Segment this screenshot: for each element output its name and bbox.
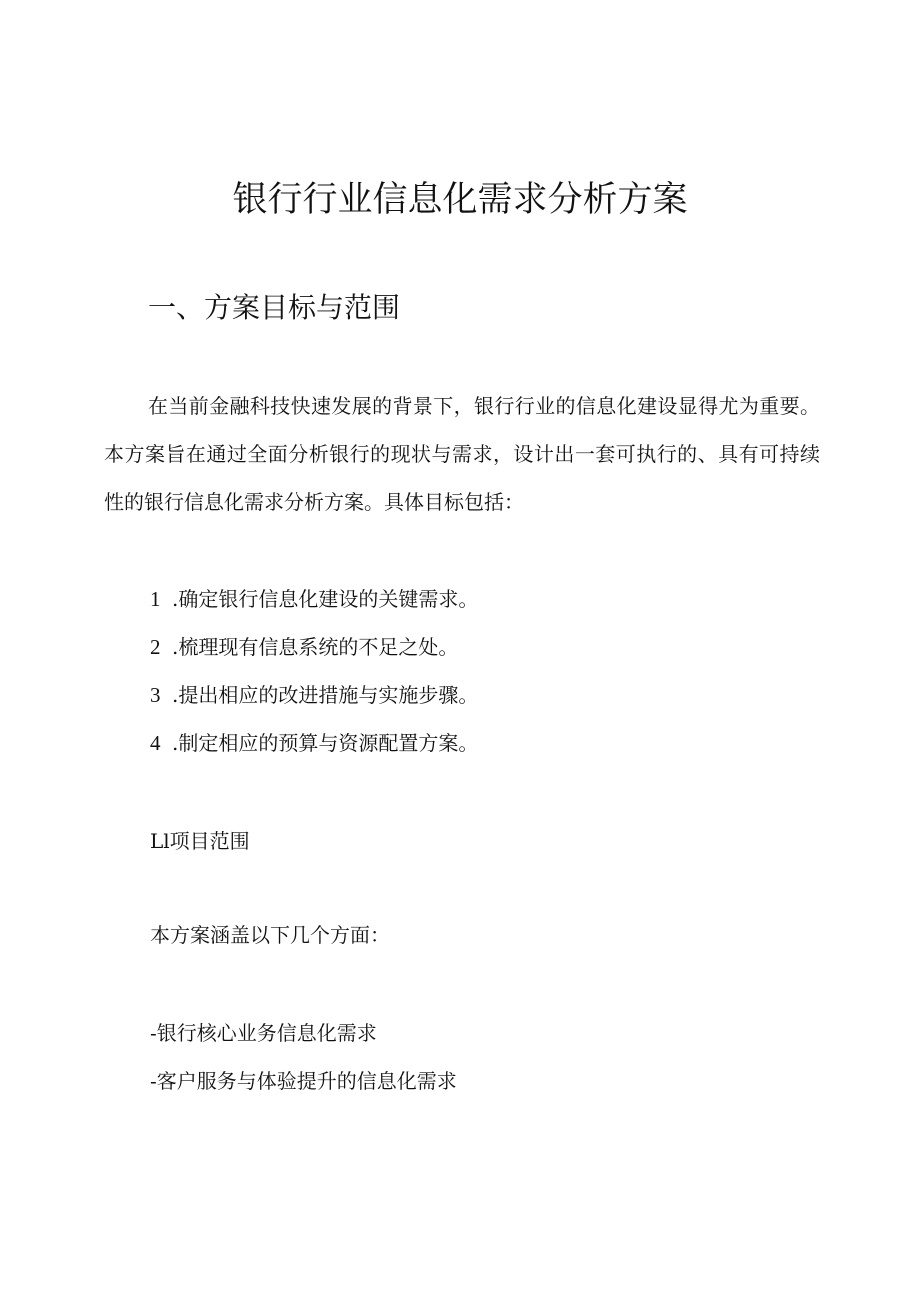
goal-number: 1 <box>150 587 161 611</box>
intro-paragraph: 在当前金融科技快速发展的背景下，银行行业的信息化建设显得尤为重要。本方案旨在通过全面分析银行的现状与需求，设计出一套可执行的、具有可持续性的银行信息化需求分析方案。具体目标包括： <box>104 394 820 514</box>
goal-item-3 <box>150 680 478 710</box>
section-heading: 一、方案目标与范围 <box>148 291 401 324</box>
goal-number: 4 <box>150 731 161 755</box>
goal-number: 2 <box>150 635 161 659</box>
scope-intro: 本方案涵盖以下几个方面： <box>150 923 390 947</box>
goal-item-2 <box>150 632 458 662</box>
scope-item-1: -银行核心业务信息化需求 <box>150 1021 377 1045</box>
goal-text: .制定相应的预算与资源配置方案。 <box>172 731 479 755</box>
scope-subheading: Ll项目范围 <box>150 829 250 853</box>
goal-text: .梳理现有信息系统的不足之处。 <box>172 635 459 659</box>
goal-item-4 <box>150 728 478 758</box>
document-title: 银行行业信息化需求分析方案 <box>232 180 688 220</box>
goal-text: .提出相应的改进措施与实施步骤。 <box>172 683 479 707</box>
scope-item-2: -客户服务与体验提升的信息化需求 <box>150 1069 457 1093</box>
goal-item-1 <box>150 584 478 614</box>
goal-text: .确定银行信息化建设的关键需求。 <box>172 587 479 611</box>
goal-number: 3 <box>150 683 161 707</box>
